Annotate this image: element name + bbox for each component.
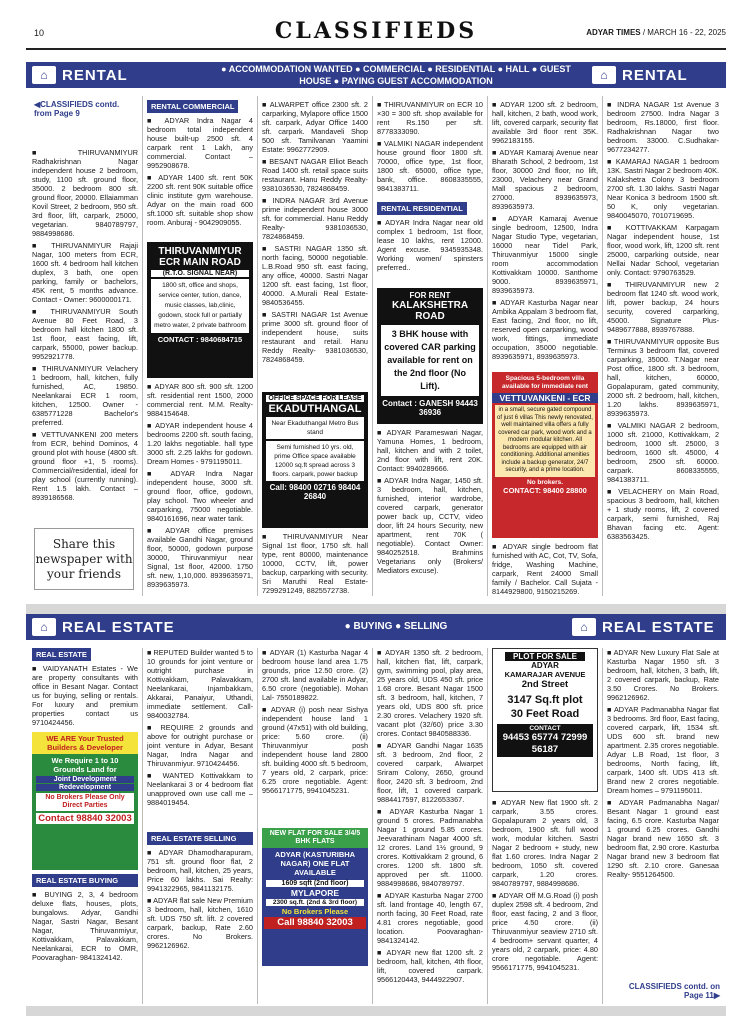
house-icon: ⌂ — [32, 618, 56, 636]
rental-column-2b — [147, 382, 253, 600]
listing: ■ ADYAR (1) Kasturba Nagar 4 bedroom house land area 1.75 grounds, price 12.50 crore. (2) 2700 sft. land available in Adyar, 6.50 crore (negotiable). Mohan Lal- 7550189822. — [262, 648, 368, 702]
rental-column-4 — [377, 100, 483, 200]
listing: ■ BUYING 2, 3, 4 bedroom deluxe flats, houses, plots, bungalows. Adyar, Gandhi Nagar, Sastri Nagar, Besant Nagar, Thiruvanmiyur, Kottivakkam, Palavakkam, Neelankarai, ECR to OMR, Poovaraghan- 9841324142. — [32, 890, 138, 962]
share-box: Share this newspaper with your friends — [34, 528, 134, 590]
arrow-right-icon: ▶ — [713, 991, 720, 1000]
arrow-left-icon: ◀ — [34, 100, 41, 109]
ad-kasturba-nagar-flat: NEW FLAT FOR SALE 3/4/5 BHK FLATS ADYAR (KASTURIBHA NAGAR) ONE FLAT AVAILABLE 1609 sqft (2nd floor) MYLAPORE 2300 sq.ft. (2nd & 3rd floor) No Brokers Please Call 98840 32003 — [262, 828, 368, 966]
paper-name: ADYAR TIMES — [586, 28, 641, 37]
rental-column-6 — [607, 100, 719, 600]
real-estate-title: REAL ESTATE — [62, 618, 175, 636]
listing: ■ VALMIKI NAGAR 2 bedroom, 1000 sft. 21000, Kottivakkam, 2 bedroom, 1000 sft. 25000, 3 bedroom, 1600 sft. 45000, 4 bedroom, 2500 sft. 60000. carpark. 8608335555, 9841383711. — [607, 421, 719, 484]
listing: ■ ADYAR Dhamodharapuram, 751 sft. ground floor flat, 2 bedroom, hall, kitchen, 25 years, Price 60 lakhs. Sai Realty: 9941322965, 9841132175. — [147, 848, 253, 893]
house-icon: ⌂ — [32, 66, 56, 84]
rental-title-right: RENTAL — [622, 66, 688, 84]
listing: ■ ADYAR Indra Nagar near old complex 1 bedroom, 1st floor, lease 10 lakhs, rent 12000. Agent excuse. 9345935348. Working women/ spinsters preferred.. — [377, 218, 483, 272]
real-estate-banner — [26, 614, 726, 640]
listing: ■ ADYAR independent house 4 bedrooms 2200 sft. south facing, 1.20 lakhs negotiable. hall type 3000 sft. 2.25 lakhs for godown. Dream Homes - 9791195011. — [147, 421, 253, 466]
masthead-rule — [26, 48, 726, 50]
listing: ■ REQUIRE 2 grounds and above for outright purchase or joint venture in Adyar, Besant Nagar, Indra Nagar and Thiruvanmiyur. 9710424456. — [147, 723, 253, 768]
listing: ■ ADYAR Kasturba Nagar 2700 sft. land frontage 40, length 67, north facing, 30 Feet Road, rate 4.81 crores negotiable, good location. Poovaraghan-9841324142. — [377, 891, 483, 945]
listing: ■ ADYAR Kamaraj Avenue single bedroom, 12500, Indra Nagar Studio Type, vegetarian, 16000 near Tidel Park, Thiruvanmiyur 15000 single room accommodation Kottivakkam 10000. Santhome 9000. 8939635971, 8939635973. — [492, 214, 598, 295]
listing: ■ ADYAR Padmanabha Nagar flat 3 bedrooms. 3rd floor, East facing, covered carpark, lift, 1534 sft. UDS 600 sft. brand new apartment. 2.35 crores negotiable. Adyar L.B Road, 1st floor, 3 bedrooms, North facing, lift, carpark, 1400 sft. UDS 413 sft. Brand new 2 crores negotiable. Dream homes – 9791195011. — [607, 705, 719, 795]
rental-column-1 — [32, 148, 138, 518]
rental-column-5 — [492, 100, 598, 368]
rental-column-3b — [262, 532, 368, 600]
listing: ■ ADYAR Kasturba Nagar near Ambika Appalam 3 bedroom flat, East facing, 2nd floor, no lift, reserved open carparking, wood work, fittings, immediate occupation, 35000 negotiable. 8939635971, 8939635973. — [492, 298, 598, 361]
ad-kalakshetra-road: FOR RENT KALAKSHETRA ROAD 3 BHK house with covered CAR parking available for rent on the 2nd floor (No Lift). Contact : GANESH 94443 36936 — [377, 288, 483, 424]
listing: ■ ADYAR 1200 sft. 2 bedroom, hall, kitchen, 2 bath, wood work, lift, covered carpark, security flat available 3rd floor rent 35K. 9962183155. — [492, 100, 598, 145]
listing: ■ THIRUVANMIYUR Radhakrishnan Nagar independent house 2 bedroom, study, 1100 sft. ground floor, 35000. 2 bedroom 800 sft. ground floor, 20000. Ellaiamman Kovil Street, 2 bedroom, 950 sft. 3rd floor, lift, carpark, 25000, vegetarian. 9840789797, 9884998686. — [32, 148, 138, 238]
ad-vettuvankeni-villa: Spacious 5-bedroom villa available for immediate rent VETTUVANKENI - ECR in a small, secure gated compound of just 6 villas This newly renovated, well maintained villa offers a fully covered car park, wood work and a modern modular kitchen. All bedrooms are equipped with air conditioning. Additional amenities include a backup generator, 24/7 security, and a prime location. No brokers. CONTACT: 98400 28800 — [492, 372, 598, 538]
listing: ■ THIRUVANMIYUR Velachery 1 bedroom, hall, kitchen, fully furnished, AC, 19850. Neelankarai ECR 1 room, kitchen, 12500. Owner - 6385771228 Bachelor's preferred. — [32, 364, 138, 427]
listing: ■ THIRUVANMIYUR South Avenue 80 Feet Road, 3 bedroom hall kitchen 1800 sft. 1st floor, east facing, lift, carpark, 55000, power backup. 9952921778. — [32, 307, 138, 361]
listing: ■ THIRUVANMIYUR on ECR 10 ×30 = 300 sft. shop available for rent Rs.150 per sft. 8778333090. — [377, 100, 483, 136]
listing: ■ SASTRI NAGAR 1st Avenue prime 3000 sft. ground floor of independent house, suits restaurant and retail. Hanu Reddy Realty- 9381036530, 7824868459. — [262, 310, 368, 364]
listing: ■ VETTUVANKENI 200 meters from ECR, behind Dominos, 4 ground plot with house (4800 sft. ground floor +1, 5 rooms). Commercial/residential, ideal for play school (currently running). Rent 1.5 lakh. Contact – 8939186568. — [32, 430, 138, 502]
listing: ■ REPUTED Builder wanted 5 to 10 grounds for joint venture or outright purchase in Kottivakkam, Palavakkam, Neelankarai, Injambakkam, Akkarai, Panaiyur, Uthandi, immediate settlement. Call- 9840032784. — [147, 648, 253, 720]
listing: ■ ADYAR Indra Nagar, 1450 sft. 3 bedroom, hall, kitchen, furnished, interior wardrobe, covered carpark, generator power back up, CCTV, video door, lift 24 hours Security, new apartment, rent 70K ( negotiable). Contact Owner: 9840252518. Brahmins Vegetarians only (Brokers/ Mediators excuse). — [377, 476, 483, 575]
rental-column-2 — [147, 100, 253, 240]
rental-column-5b — [492, 542, 598, 600]
listing: ■ VALMIKI NAGAR independent house ground floor 1800 sft. 70000, office type, 1st floor, 1800 sft. 65000, office type, bank, office. 8608335555, 9841383711. — [377, 139, 483, 193]
listing: ■ ADYAR Kamaraj Avenue near Bharath School, 2 bedroom, 1st floor, 30000 2nd floor, no lift, 23000, Velachery near Grand Mall spacious 2 bedroom, 27000. 8939635973, 8939635973. — [492, 148, 598, 211]
listing: ■ ALWARPET office 2300 sft. 2 carparking, Mylapore office 1500 sft. carpark, Adyar Office 1400 sft. carpark. Mandaveli Shop 500 sft. Tamilvanan Yaamini Estate: 9962772909. — [262, 100, 368, 154]
listing: ■ ADYAR New Luxury Flat Sale at Kasturba Nagar 1950 sft. 3 bedroom, hall, kitchen, 3 bath, lift, 2 covered carpark, backup, Rate 3.50 Crores. No Brokers. 9962126962. — [607, 648, 719, 702]
listing: ■ KAMARAJ NAGAR 1 bedroom 13K. Sastri Nagar 2 bedroom 40K. Kalakshetra Colony 3 bedroom 2700 sft. 1.30 lakhs. Sastri Nagar Near Konica 3 bedroom 1500 sft. 50 K, only vegetarian. 9840045070, 7010719695. — [607, 157, 719, 220]
listing: ■ KOTTIVAKKAM Karpagam Nagar independent house, 1st floor, wood work, lift, 1200 sft. rent 25000, carparking outside, near Nellai Nadar School, vegetarian only. Contact: 9790763529. — [607, 223, 719, 277]
listing: ■ THIRUVANMIYUR Near Signal 1st floor, 1750 sft. hall type, rent 80000, maintenance 10000, CCTV, lift, power backup, carparking with security. Sri Maruthi Real Estate- 7299291249, 8825572738. — [262, 532, 368, 595]
section-label: REAL ESTATE SELLING — [147, 832, 253, 845]
ad-ecr-main-road: THIRUVANMIYUR ECR MAIN ROAD (R.T.O. SIGNAL NEAR) 1800 sft, office and shops, service center, tution, dance, music classes, lab,clinic, godown, stock full or partially metro water, 2 private bathroom CONTACT : 9840684715 — [147, 242, 253, 378]
page-footer — [26, 1006, 726, 1016]
section-label: RENTAL COMMERCIAL — [147, 100, 238, 113]
rental-categories: ● ACCOMMODATION WANTED ● COMMERCIAL ● RESIDENTIAL ● HALL ● GUEST HOUSE ● PAYING GUEST ACCOMMODATION — [221, 64, 571, 86]
masthead-bar — [26, 14, 726, 48]
estate-column-2b — [147, 832, 253, 1004]
listing: ■ ADYAR flat sale New Premium 3 bedroom, hall, kitchen, 1610 sft. UDS 750 sft. lift. 2 covered carpark, backup, Rate 2.60 crores. No Brokers. 9962126962. — [147, 896, 253, 950]
section-label: REAL ESTATE BUYING — [32, 874, 138, 887]
ad-plot-for-sale: PLOT FOR SALE ADYAR KAMARAJAR AVENUE 2nd Street 3147 Sq.ft plot 30 Feet Road CONTACT 94453 65774 72999 56187 — [492, 648, 598, 792]
rental-title: RENTAL — [62, 66, 128, 84]
listing: ■ WANTED Kottivakkam to Neelankarai 3 or 4 bedroom flat unapproved own use call me – 9884019454. — [147, 771, 253, 807]
ad-ekaduthangal: OFFICE SPACE FOR LEASE EKADUTHANGAL Near Ekaduthangal Metro Bus stand Semi furnished 10 yrs. old, prime Office space available 12000 sq.ft spread across 3 floors. carpark, power backup Call: 98400 02716 98404 26840 — [262, 392, 368, 528]
estate-column-5 — [492, 798, 598, 1004]
section-label: REAL ESTATE — [32, 648, 91, 661]
listing: ■ THIRUVANMIYUR new 2 bedroom flat 1240 sft. wood work, lift, power backup, 24 hours security, covered carparking, 45000. Signature Plus- 9489677888, 8939767888. — [607, 280, 719, 334]
ad-trusted-builders: WE ARE Your Trusted Builders & Developer We Require 1 to 10 Grounds Land for Joint Development Redevelopment No Brokers Please Only Direct Parties Contact 98840 32003 — [32, 732, 138, 870]
listing: ■ SASTRI NAGAR 1350 sft. north facing, 50000 negotiable. L.B.Road 950 sft. east facing, any office, 40000. Sastri Nagar 1200 sft. east facing, 1st floor, 40000. A.Murali Real Estate- 9840536455. — [262, 244, 368, 307]
house-icon: ⌂ — [572, 618, 596, 636]
listing: ■ ADYAR (i) posh near Sishya independent house land 1 ground (47x51) with old building, price: 5.60 crore. (ii) Thiruvanmiyur posh independent house land 2800 sft. building 4000 sft. 5 bedroom, 7 years old, 2 carpark, price: 6.25 crore negotiable. Agent: 9566171775, 9941045231. — [262, 705, 368, 795]
listing: ■ ADYAR New flat 1900 sft. 2 carpark, 3.55 crores. Gopalapuram 2 years old, 3 bedroom, 1900 sft. full wood work, modular kitchen. Sastri Nagar 2 bedroom + study, new flat 1.60 crores. Indra Nagar 2 bedroom, 1050 sft. covered carpark, 1.20 crores. 9840789797, 9884998686. — [492, 798, 598, 888]
listing: ■ ADYAR new flat 1200 sft. 2 bedroom, hall, kitchen, 4th floor, lift, covered carpark. 9566120443, 9444922907. — [377, 948, 483, 984]
listing: ■ ADYAR Parameswari Nagar, Yamuna Homes, 1 bedroom, hall, kitchen and with 2 toilet, 2nd floor with lift, rent 20K. Contact: 9940289666. — [377, 428, 483, 473]
contd-on-label[interactable]: CLASSIFIEDS contd. on Page 11▶ — [628, 982, 720, 1000]
listing: ■ INDRA NAGAR 1st Avenue 3 bedroom 27500. Indra Nagar 3 bedroom, Rs.18000, first floor. Radhakrishnan Nagar two bedroom. 33000. C.Sudhakar- 9677234277. — [607, 100, 719, 154]
listing: ■ ADYAR Off M.G.Road (i) posh duplex 2598 sft. 4 bedroom, 2nd floor, east facing, 2 and 3 floor, price 4.50 crore. (ii) Thiruvanmiyur seaview 2710 sft. 4 bedroom+ servant quarter, 4 years old, 2 carpark, price: 4.80 crore negotiable. Agent: 9566171775, 9941045231. — [492, 891, 598, 972]
listing: ■ ADYAR Kasturba Nagar 1 ground 5 crores. Padmanabha Nagar 1 ground 5.85 crores. Jeevarathinam Nagar 4000 sft. 12 crores. Land 1½ ground, 9 crores. Kottivakkam 2 ground, 6 crores. 1200 sft. 1800 sft. approved per sft. 11000. 9884998686, 9840789797. — [377, 807, 483, 888]
real-estate-categories: ● BUYING ● SELLING — [344, 621, 448, 632]
listing: ■ ADYAR 800 sft. 900 sft. 1200 sft. residential rent 1500, 2000 commercial rent. M.M. Realty- 9884154648. — [147, 382, 253, 418]
listing: ■ ADYAR Indra Nagar 4 bedroom total independent house built-up 2500 sft. 4 carpark rent 1 Lakh, any commercial. Contact – 9952908678. — [147, 116, 253, 170]
listing: ■ INDRA NAGAR 3rd Avenue prime independent house 3000 sft. for commercial. Hanu Reddy Realty- 9381036530, 7824868459. — [262, 196, 368, 241]
estate-column-4 — [377, 648, 483, 1004]
estate-column-2 — [147, 648, 253, 830]
listing: ■ THIRUVANMIYUR opposite Bus Terminus 3 bedroom flat, covered carparking, 35000. T.Nagar near Post office, 1800 sft. 3 bedroom, hall, kitchen, 60000, Gopalapuram, gated community, 2000 sft. 2 bedroom, hall, kitchen, 1.20 lakhs. 8939635971, 8939635973. — [607, 337, 719, 418]
listing: ■ ADYAR 1350 sft. 2 bedroom, hall, kitchen flat, lift, carpark, gym, swimming pool, play area, 25 years old, UDS 450 sft. price 1.68 crore. Besant Nagar 1500 sft. 3 bedroom, hall, kitchen, 7 years old, UDS 800 sft. price 2.30 crores. Velachery 1920 sft. vacant plot (32/60) price 3.30 crores. Contact 9840588336. — [377, 648, 483, 738]
section-label: RENTAL RESIDENTIAL — [377, 202, 467, 215]
listing: ■ ADYAR 1400 sft. rent 50K 2200 sft. rent 90K suitable office clinic institute gym warehouse. Adyar on the main road 600 sft.1000 sft. suitable shop show room. Anburaj - 9042909055. — [147, 173, 253, 227]
listing: ■ ADYAR Indra Nagar independent house, 3000 sft. ground floor, office, godown, play school. Two wheeler and carparking, 75000 negotiable. 9840161696, near water tank. — [147, 469, 253, 523]
rental-column-4b — [377, 202, 483, 286]
rental-column-4c — [377, 428, 483, 600]
real-estate-title-right: REAL ESTATE — [602, 618, 715, 636]
masthead-title: CLASSIFIEDS — [274, 18, 478, 44]
page-number: 10 — [34, 28, 45, 38]
estate-column-1 — [32, 648, 138, 730]
listing: ■ VELACHERY on Main Road, spacious 3 bedroom, hall, kitchen + 1 study rooms, lift, 2 covered carpark, semi furnished, Raj Bhavan facing etc. Agent: 6383563425. — [607, 487, 719, 541]
estate-column-3 — [262, 648, 368, 824]
listing: ■ ADYAR single bedroom flat furnished with AC, Cot, TV, Sofa, fridge, Washing Machine, carpark, Rent 24000 Small family / Bachelor. Call Sujata - 8144929800, 9150215269. — [492, 542, 598, 596]
listing: ■ BESANT NAGAR Elliot Beach Road 1400 sft. retail space suits restaurant. Hanu Reddy Realty- 9381036530, 7824868459. — [262, 157, 368, 193]
contd-from-label[interactable]: ◀CLASSIFIEDS contd. from Page 9 — [34, 100, 120, 118]
estate-column-1b — [32, 874, 138, 1002]
dateline — [586, 28, 726, 37]
house-icon: ⌂ — [592, 66, 616, 84]
listing: ■ VAIDYANATH Estates - We are property consultants with office in Besant Nagar. Contact us for buying, selling or rentals. For luxury and premium properties contact us 9710424456. — [32, 664, 138, 727]
listing: ■ THIRUVANMIYUR Rajaji Nagar, 100 meters from ECR, 1600 sft. 4 bedroom hall kitchen duplex, 3 bath, one open parking, family or bachelors, 45K rent, 5 months advance. Contact - Owner: 9600000171. — [32, 241, 138, 304]
issue-date: / MARCH 16 - 22, 2025 — [640, 28, 726, 37]
listing: ■ ADYAR Gandhi Nagar 1635 sft. 3 bedroom, 2nd floor, 2 covered carpark, Alwarpet Sriram Colony, 2650, ground floor, 2420 sft. 3 bedroom, 2nd floor, lift, 1 covered carpark. 9884417597, 8122653367. — [377, 741, 483, 804]
listing: ■ ADYAR office premises available Gandhi Nagar, ground floor, 50000, godown purpose 30000, Thiruvanmiyur near Signal, 1st floor, 42000. 1750 sft. new, 1,10,000. 8939635971, 8939635973. — [147, 526, 253, 589]
rental-banner — [26, 62, 726, 88]
rental-column-3 — [262, 100, 368, 390]
listing: ■ ADYAR Padmanabha Nagar/ Besant Nagar 1 ground east facing, 6.5 crore. Kasturba Nagar 1 ground 6.25 crores. Gandhi Nagar brand new 1650 sft. 3 bedroom flat, 2.90 crore. Kasturba Nagar brand new 3 bedroom flat 1290 sft. 2.10 crore. Ganesaa Realty- 9551264500. — [607, 798, 719, 879]
estate-column-6 — [607, 648, 719, 976]
